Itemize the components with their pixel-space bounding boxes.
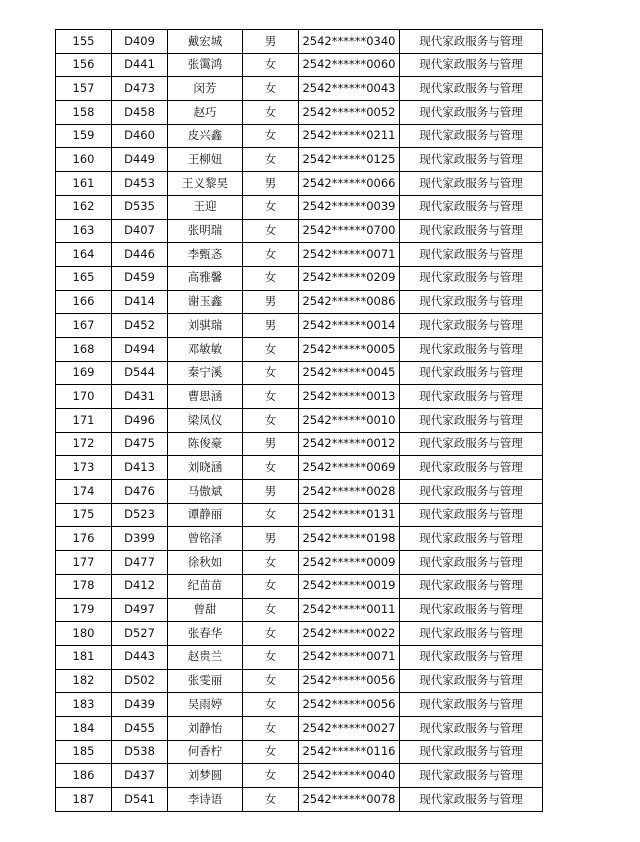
gender-cell: 男 xyxy=(243,527,299,551)
masked-id-cell: 2542******0052 xyxy=(299,101,400,125)
row-number-cell: 184 xyxy=(56,716,112,740)
table-row xyxy=(56,266,543,290)
table-row xyxy=(56,361,543,385)
candidate-code-cell: D459 xyxy=(112,266,168,290)
masked-id-cell: 2542******0013 xyxy=(299,385,400,409)
major-cell: 现代家政服务与管理 xyxy=(400,551,543,575)
student-name-cell: 李甄忞 xyxy=(168,243,243,267)
row-number-cell: 170 xyxy=(56,385,112,409)
gender-cell: 女 xyxy=(243,764,299,788)
gender-cell: 男 xyxy=(243,30,299,54)
major-cell: 现代家政服务与管理 xyxy=(400,266,543,290)
masked-id-cell: 2542******0022 xyxy=(299,622,400,646)
row-number-cell: 168 xyxy=(56,337,112,361)
major-cell: 现代家政服务与管理 xyxy=(400,101,543,125)
gender-cell: 女 xyxy=(243,598,299,622)
candidate-code-cell: D458 xyxy=(112,101,168,125)
major-cell: 现代家政服务与管理 xyxy=(400,314,543,338)
candidate-code-cell: D523 xyxy=(112,503,168,527)
masked-id-cell: 2542******0005 xyxy=(299,337,400,361)
candidate-code-cell: D453 xyxy=(112,172,168,196)
major-cell: 现代家政服务与管理 xyxy=(400,764,543,788)
masked-id-cell: 2542******0116 xyxy=(299,740,400,764)
table-row xyxy=(56,314,543,338)
student-name-cell: 吴雨婷 xyxy=(168,693,243,717)
table-row xyxy=(56,148,543,172)
row-number-cell: 160 xyxy=(56,148,112,172)
candidate-code-cell: D527 xyxy=(112,622,168,646)
table-row xyxy=(56,30,543,54)
table-row xyxy=(56,337,543,361)
table-row xyxy=(56,101,543,125)
row-number-cell: 179 xyxy=(56,598,112,622)
row-number-cell: 157 xyxy=(56,77,112,101)
student-name-cell: 刘梦圆 xyxy=(168,764,243,788)
student-name-cell: 曾甜 xyxy=(168,598,243,622)
masked-id-cell: 2542******0009 xyxy=(299,551,400,575)
row-number-cell: 161 xyxy=(56,172,112,196)
candidate-code-cell: D455 xyxy=(112,716,168,740)
masked-id-cell: 2542******0012 xyxy=(299,432,400,456)
gender-cell: 女 xyxy=(243,788,299,812)
student-name-cell: 刘静怡 xyxy=(168,716,243,740)
major-cell: 现代家政服务与管理 xyxy=(400,409,543,433)
table-row xyxy=(56,551,543,575)
gender-cell: 女 xyxy=(243,693,299,717)
masked-id-cell: 2542******0019 xyxy=(299,574,400,598)
candidate-code-cell: D443 xyxy=(112,645,168,669)
gender-cell: 女 xyxy=(243,77,299,101)
major-cell: 现代家政服务与管理 xyxy=(400,716,543,740)
candidate-code-cell: D437 xyxy=(112,764,168,788)
gender-cell: 女 xyxy=(243,219,299,243)
masked-id-cell: 2542******0040 xyxy=(299,764,400,788)
masked-id-cell: 2542******0066 xyxy=(299,172,400,196)
table-row xyxy=(56,527,543,551)
row-number-cell: 172 xyxy=(56,432,112,456)
gender-cell: 女 xyxy=(243,622,299,646)
gender-cell: 女 xyxy=(243,243,299,267)
masked-id-cell: 2542******0014 xyxy=(299,314,400,338)
student-name-cell: 谢玉鑫 xyxy=(168,290,243,314)
student-name-cell: 陈俊豪 xyxy=(168,432,243,456)
roster-table xyxy=(55,29,543,812)
student-name-cell: 张春华 xyxy=(168,622,243,646)
gender-cell: 女 xyxy=(243,385,299,409)
candidate-code-cell: D414 xyxy=(112,290,168,314)
student-name-cell: 戴宏城 xyxy=(168,30,243,54)
table-row xyxy=(56,669,543,693)
table-row xyxy=(56,622,543,646)
table-row xyxy=(56,598,543,622)
masked-id-cell: 2542******0086 xyxy=(299,290,400,314)
masked-id-cell: 2542******0043 xyxy=(299,77,400,101)
student-name-cell: 李诗语 xyxy=(168,788,243,812)
major-cell: 现代家政服务与管理 xyxy=(400,361,543,385)
masked-id-cell: 2542******0069 xyxy=(299,456,400,480)
row-number-cell: 183 xyxy=(56,693,112,717)
row-number-cell: 158 xyxy=(56,101,112,125)
row-number-cell: 156 xyxy=(56,53,112,77)
candidate-code-cell: D441 xyxy=(112,53,168,77)
major-cell: 现代家政服务与管理 xyxy=(400,480,543,504)
masked-id-cell: 2542******0039 xyxy=(299,195,400,219)
masked-id-cell: 2542******0198 xyxy=(299,527,400,551)
gender-cell: 女 xyxy=(243,456,299,480)
masked-id-cell: 2542******0125 xyxy=(299,148,400,172)
row-number-cell: 176 xyxy=(56,527,112,551)
candidate-code-cell: D460 xyxy=(112,124,168,148)
row-number-cell: 185 xyxy=(56,740,112,764)
row-number-cell: 174 xyxy=(56,480,112,504)
major-cell: 现代家政服务与管理 xyxy=(400,77,543,101)
major-cell: 现代家政服务与管理 xyxy=(400,598,543,622)
row-number-cell: 166 xyxy=(56,290,112,314)
student-name-cell: 秦宁溪 xyxy=(168,361,243,385)
major-cell: 现代家政服务与管理 xyxy=(400,290,543,314)
major-cell: 现代家政服务与管理 xyxy=(400,172,543,196)
candidate-code-cell: D407 xyxy=(112,219,168,243)
student-name-cell: 曹思涵 xyxy=(168,385,243,409)
student-name-cell: 何香柠 xyxy=(168,740,243,764)
row-number-cell: 165 xyxy=(56,266,112,290)
masked-id-cell: 2542******0045 xyxy=(299,361,400,385)
table-row xyxy=(56,503,543,527)
major-cell: 现代家政服务与管理 xyxy=(400,503,543,527)
row-number-cell: 171 xyxy=(56,409,112,433)
major-cell: 现代家政服务与管理 xyxy=(400,337,543,361)
gender-cell: 女 xyxy=(243,574,299,598)
student-name-cell: 徐秋如 xyxy=(168,551,243,575)
table-row xyxy=(56,740,543,764)
table-row xyxy=(56,480,543,504)
table-row xyxy=(56,243,543,267)
table-row xyxy=(56,716,543,740)
gender-cell: 女 xyxy=(243,503,299,527)
major-cell: 现代家政服务与管理 xyxy=(400,693,543,717)
table-row xyxy=(56,764,543,788)
gender-cell: 女 xyxy=(243,361,299,385)
candidate-code-cell: D475 xyxy=(112,432,168,456)
student-name-cell: 曾铭泽 xyxy=(168,527,243,551)
candidate-code-cell: D544 xyxy=(112,361,168,385)
student-name-cell: 赵巧 xyxy=(168,101,243,125)
table-row xyxy=(56,219,543,243)
candidate-code-cell: D413 xyxy=(112,456,168,480)
row-number-cell: 180 xyxy=(56,622,112,646)
row-number-cell: 163 xyxy=(56,219,112,243)
candidate-code-cell: D431 xyxy=(112,385,168,409)
candidate-code-cell: D452 xyxy=(112,314,168,338)
candidate-code-cell: D412 xyxy=(112,574,168,598)
row-number-cell: 173 xyxy=(56,456,112,480)
student-name-cell: 刘骐瑞 xyxy=(168,314,243,338)
row-number-cell: 159 xyxy=(56,124,112,148)
student-name-cell: 赵贵兰 xyxy=(168,645,243,669)
candidate-code-cell: D494 xyxy=(112,337,168,361)
student-name-cell: 皮兴鑫 xyxy=(168,124,243,148)
row-number-cell: 175 xyxy=(56,503,112,527)
student-name-cell: 张霭鸿 xyxy=(168,53,243,77)
student-name-cell: 谭静丽 xyxy=(168,503,243,527)
masked-id-cell: 2542******0211 xyxy=(299,124,400,148)
masked-id-cell: 2542******0209 xyxy=(299,266,400,290)
gender-cell: 男 xyxy=(243,432,299,456)
masked-id-cell: 2542******0056 xyxy=(299,669,400,693)
masked-id-cell: 2542******0010 xyxy=(299,409,400,433)
masked-id-cell: 2542******0011 xyxy=(299,598,400,622)
major-cell: 现代家政服务与管理 xyxy=(400,385,543,409)
gender-cell: 女 xyxy=(243,669,299,693)
major-cell: 现代家政服务与管理 xyxy=(400,740,543,764)
student-name-cell: 王迎 xyxy=(168,195,243,219)
masked-id-cell: 2542******0340 xyxy=(299,30,400,54)
masked-id-cell: 2542******0078 xyxy=(299,788,400,812)
gender-cell: 女 xyxy=(243,716,299,740)
student-name-cell: 王柳妞 xyxy=(168,148,243,172)
masked-id-cell: 2542******0131 xyxy=(299,503,400,527)
major-cell: 现代家政服务与管理 xyxy=(400,243,543,267)
table-row xyxy=(56,172,543,196)
row-number-cell: 181 xyxy=(56,645,112,669)
student-name-cell: 刘晓涵 xyxy=(168,456,243,480)
row-number-cell: 182 xyxy=(56,669,112,693)
major-cell: 现代家政服务与管理 xyxy=(400,30,543,54)
gender-cell: 女 xyxy=(243,148,299,172)
major-cell: 现代家政服务与管理 xyxy=(400,788,543,812)
table-row xyxy=(56,124,543,148)
gender-cell: 女 xyxy=(243,266,299,290)
gender-cell: 女 xyxy=(243,195,299,219)
table-row xyxy=(56,456,543,480)
row-number-cell: 178 xyxy=(56,574,112,598)
candidate-code-cell: D497 xyxy=(112,598,168,622)
table-row xyxy=(56,409,543,433)
major-cell: 现代家政服务与管理 xyxy=(400,219,543,243)
gender-cell: 女 xyxy=(243,101,299,125)
major-cell: 现代家政服务与管理 xyxy=(400,622,543,646)
gender-cell: 男 xyxy=(243,172,299,196)
row-number-cell: 169 xyxy=(56,361,112,385)
table-row xyxy=(56,788,543,812)
gender-cell: 女 xyxy=(243,337,299,361)
major-cell: 现代家政服务与管理 xyxy=(400,574,543,598)
student-name-cell: 王义黎昊 xyxy=(168,172,243,196)
major-cell: 现代家政服务与管理 xyxy=(400,124,543,148)
row-number-cell: 164 xyxy=(56,243,112,267)
masked-id-cell: 2542******0700 xyxy=(299,219,400,243)
row-number-cell: 187 xyxy=(56,788,112,812)
candidate-code-cell: D449 xyxy=(112,148,168,172)
table-row xyxy=(56,385,543,409)
student-name-cell: 高雅馨 xyxy=(168,266,243,290)
candidate-code-cell: D409 xyxy=(112,30,168,54)
gender-cell: 男 xyxy=(243,290,299,314)
table-row xyxy=(56,645,543,669)
gender-cell: 女 xyxy=(243,645,299,669)
gender-cell: 女 xyxy=(243,409,299,433)
candidate-code-cell: D473 xyxy=(112,77,168,101)
candidate-code-cell: D446 xyxy=(112,243,168,267)
student-name-cell: 纪苗苗 xyxy=(168,574,243,598)
table-row xyxy=(56,432,543,456)
table-row xyxy=(56,53,543,77)
student-name-cell: 马傲斌 xyxy=(168,480,243,504)
table-row xyxy=(56,290,543,314)
masked-id-cell: 2542******0060 xyxy=(299,53,400,77)
row-number-cell: 167 xyxy=(56,314,112,338)
row-number-cell: 186 xyxy=(56,764,112,788)
table-row xyxy=(56,77,543,101)
student-name-cell: 邓敏敏 xyxy=(168,337,243,361)
major-cell: 现代家政服务与管理 xyxy=(400,456,543,480)
gender-cell: 女 xyxy=(243,740,299,764)
table-row xyxy=(56,574,543,598)
gender-cell: 女 xyxy=(243,124,299,148)
major-cell: 现代家政服务与管理 xyxy=(400,53,543,77)
masked-id-cell: 2542******0071 xyxy=(299,243,400,267)
table-row xyxy=(56,195,543,219)
gender-cell: 男 xyxy=(243,480,299,504)
student-name-cell: 张雯丽 xyxy=(168,669,243,693)
candidate-code-cell: D477 xyxy=(112,551,168,575)
student-name-cell: 张明瑞 xyxy=(168,219,243,243)
student-name-cell: 闵芳 xyxy=(168,77,243,101)
masked-id-cell: 2542******0027 xyxy=(299,716,400,740)
major-cell: 现代家政服务与管理 xyxy=(400,645,543,669)
candidate-code-cell: D476 xyxy=(112,480,168,504)
candidate-code-cell: D535 xyxy=(112,195,168,219)
major-cell: 现代家政服务与管理 xyxy=(400,432,543,456)
row-number-cell: 155 xyxy=(56,30,112,54)
candidate-code-cell: D399 xyxy=(112,527,168,551)
gender-cell: 男 xyxy=(243,314,299,338)
candidate-code-cell: D541 xyxy=(112,788,168,812)
student-name-cell: 梁凤仪 xyxy=(168,409,243,433)
gender-cell: 女 xyxy=(243,53,299,77)
row-number-cell: 177 xyxy=(56,551,112,575)
candidate-code-cell: D496 xyxy=(112,409,168,433)
major-cell: 现代家政服务与管理 xyxy=(400,527,543,551)
candidate-code-cell: D538 xyxy=(112,740,168,764)
major-cell: 现代家政服务与管理 xyxy=(400,148,543,172)
masked-id-cell: 2542******0071 xyxy=(299,645,400,669)
masked-id-cell: 2542******0028 xyxy=(299,480,400,504)
row-number-cell: 162 xyxy=(56,195,112,219)
candidate-code-cell: D502 xyxy=(112,669,168,693)
candidate-code-cell: D439 xyxy=(112,693,168,717)
major-cell: 现代家政服务与管理 xyxy=(400,669,543,693)
table-row xyxy=(56,693,543,717)
gender-cell: 女 xyxy=(243,551,299,575)
roster-body xyxy=(56,30,543,812)
masked-id-cell: 2542******0056 xyxy=(299,693,400,717)
major-cell: 现代家政服务与管理 xyxy=(400,195,543,219)
